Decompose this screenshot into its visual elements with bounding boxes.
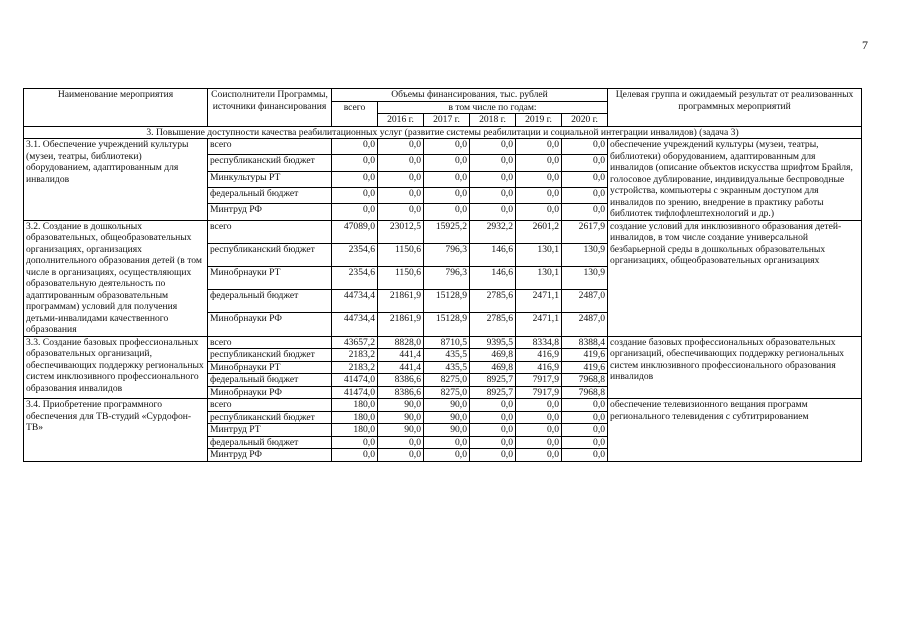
amount-year: 0,0	[470, 204, 516, 220]
amount-year: 2785,6	[470, 290, 516, 313]
expected-result: создание базовых профессиональных образовательных организаций, обеспечивающих поддержку региональных систем инклюзивного профессионального образования инвалидов	[608, 336, 862, 399]
amount-year: 8925,7	[470, 386, 516, 399]
amount-year: 0,0	[470, 139, 516, 155]
amount-year: 0,0	[378, 139, 424, 155]
amount-year: 15925,2	[424, 220, 470, 243]
funding-source: Минобрнауки РФ	[208, 313, 332, 336]
amount-year: 0,0	[424, 436, 470, 449]
amount-year: 0,0	[562, 139, 608, 155]
amount-year: 0,0	[516, 411, 562, 424]
amount-year: 796,3	[424, 266, 470, 289]
amount-year: 0,0	[470, 399, 516, 412]
amount-year: 130,9	[562, 266, 608, 289]
amount-year: 0,0	[562, 411, 608, 424]
amount-year: 146,6	[470, 266, 516, 289]
amount-total: 0,0	[332, 436, 378, 449]
page-number: 7	[862, 38, 868, 52]
amount-year: 441,4	[378, 349, 424, 362]
funding-source: республиканский бюджет	[208, 243, 332, 266]
amount-year: 8388,4	[562, 336, 608, 349]
funding-source: федеральный бюджет	[208, 436, 332, 449]
amount-year: 0,0	[470, 436, 516, 449]
funding-source: всего	[208, 220, 332, 243]
amount-year: 0,0	[378, 171, 424, 187]
header-financing-volume: Объемы финансирования, тыс. рублей	[332, 89, 608, 102]
table-row	[24, 220, 862, 243]
amount-year: 0,0	[516, 187, 562, 203]
amount-total: 0,0	[332, 204, 378, 220]
amount-year: 0,0	[470, 171, 516, 187]
activity-name: 3.3. Создание базовых профессиональных образовательных организаций, обеспечивающих поддержку региональных систем инклюзивного профессионального образования инвалидов	[24, 336, 208, 399]
amount-year: 0,0	[470, 449, 516, 462]
amount-year: 7917,9	[516, 386, 562, 399]
expected-result: создание условий для инклюзивного образования детей-инвалидов, в том числе создание универсальной безбарьерной среды в дошкольных образовательных организациях, общеобразовательных организациях	[608, 220, 862, 336]
amount-total: 41474,0	[332, 374, 378, 387]
activity-name: 3.1. Обеспечение учреждений культуры (музеи, театры, библиотеки) оборудованием, адаптированным для инвалидов	[24, 139, 208, 221]
amount-total: 2354,6	[332, 266, 378, 289]
funding-source: федеральный бюджет	[208, 187, 332, 203]
amount-year: 15128,9	[424, 290, 470, 313]
amount-year: 23012,5	[378, 220, 424, 243]
financing-table	[23, 88, 862, 462]
amount-year: 2487,0	[562, 290, 608, 313]
expected-result: обеспечение учреждений культуры (музеи, театры, библиотеки) оборудованием, адаптированным для инвалидов (описание объектов искусства шрифтом Брайля, голосовое дублирование, индивидуальные беспроводные устройства, компьютеры с экранным доступом для инвалидов по зрению, внедрение в практику работы библиотек тифлофлештехнологий и др.)	[608, 139, 862, 221]
amount-year: 2617,9	[562, 220, 608, 243]
funding-source: Минтруд РФ	[208, 449, 332, 462]
amount-year: 0,0	[562, 204, 608, 220]
amount-year: 469,8	[470, 361, 516, 374]
amount-year: 0,0	[378, 436, 424, 449]
amount-year: 2932,2	[470, 220, 516, 243]
amount-year: 0,0	[378, 449, 424, 462]
amount-total: 44734,4	[332, 313, 378, 336]
amount-year: 8275,0	[424, 374, 470, 387]
amount-total: 0,0	[332, 449, 378, 462]
amount-year: 0,0	[562, 449, 608, 462]
amount-year: 1150,6	[378, 266, 424, 289]
amount-year: 8828,0	[378, 336, 424, 349]
amount-year: 419,6	[562, 349, 608, 362]
amount-year: 419,6	[562, 361, 608, 374]
amount-year: 8710,5	[424, 336, 470, 349]
header-year: 2019 г.	[516, 114, 562, 127]
amount-year: 435,5	[424, 361, 470, 374]
amount-total: 0,0	[332, 155, 378, 171]
amount-year: 2785,6	[470, 313, 516, 336]
section-title: 3. Повышение доступности качества реабилитационных услуг (развитие системы реабилитации и социальной интеграции инвалидов) (задача 3)	[24, 126, 862, 139]
funding-source: Минтруд РТ	[208, 424, 332, 437]
funding-source: федеральный бюджет	[208, 290, 332, 313]
amount-year: 0,0	[424, 449, 470, 462]
header-year: 2018 г.	[470, 114, 516, 127]
amount-year: 0,0	[470, 187, 516, 203]
amount-year: 21861,9	[378, 290, 424, 313]
amount-year: 0,0	[516, 171, 562, 187]
amount-year: 90,0	[424, 424, 470, 437]
amount-total: 2183,2	[332, 349, 378, 362]
amount-year: 130,1	[516, 243, 562, 266]
amount-year: 0,0	[470, 424, 516, 437]
header-by-years: в том числе по годам:	[378, 101, 608, 114]
amount-year: 7917,9	[516, 374, 562, 387]
amount-total: 180,0	[332, 424, 378, 437]
amount-year: 8925,7	[470, 374, 516, 387]
header-activity-name: Наименование мероприятия	[24, 89, 208, 127]
funding-source: Минобрнауки РТ	[208, 266, 332, 289]
header-year: 2016 г.	[378, 114, 424, 127]
amount-year: 0,0	[516, 449, 562, 462]
amount-total: 0,0	[332, 139, 378, 155]
amount-year: 0,0	[516, 139, 562, 155]
amount-year: 416,9	[516, 361, 562, 374]
amount-year: 0,0	[378, 204, 424, 220]
amount-year: 0,0	[562, 187, 608, 203]
amount-year: 0,0	[424, 171, 470, 187]
amount-year: 0,0	[562, 399, 608, 412]
amount-total: 0,0	[332, 187, 378, 203]
funding-source: всего	[208, 399, 332, 412]
amount-total: 47089,0	[332, 220, 378, 243]
amount-year: 0,0	[562, 436, 608, 449]
amount-year: 90,0	[378, 424, 424, 437]
amount-total: 44734,4	[332, 290, 378, 313]
amount-total: 0,0	[332, 171, 378, 187]
amount-year: 0,0	[424, 187, 470, 203]
funding-source: Минтруд РФ	[208, 204, 332, 220]
amount-total: 2183,2	[332, 361, 378, 374]
amount-year: 90,0	[378, 399, 424, 412]
funding-source: всего	[208, 139, 332, 155]
amount-year: 8275,0	[424, 386, 470, 399]
amount-year: 0,0	[424, 139, 470, 155]
amount-year: 0,0	[516, 424, 562, 437]
amount-total: 41474,0	[332, 386, 378, 399]
funding-source: федеральный бюджет	[208, 374, 332, 387]
funding-source: Минобрнауки РТ	[208, 361, 332, 374]
header-total: всего	[332, 101, 378, 126]
funding-source: Минкультуры РТ	[208, 171, 332, 187]
header-target-result: Целевая группа и ожидаемый результат от реализованных программных мероприятий	[608, 89, 862, 127]
amount-year: 15128,9	[424, 313, 470, 336]
expected-result: обеспечение телевизионного вещания программ регионального телевидения с субтитрированием	[608, 399, 862, 462]
amount-year: 90,0	[424, 399, 470, 412]
amount-year: 0,0	[470, 411, 516, 424]
funding-source: республиканский бюджет	[208, 411, 332, 424]
amount-year: 7968,8	[562, 386, 608, 399]
funding-source: республиканский бюджет	[208, 155, 332, 171]
amount-total: 180,0	[332, 399, 378, 412]
amount-year: 0,0	[562, 424, 608, 437]
amount-year: 21861,9	[378, 313, 424, 336]
amount-year: 796,3	[424, 243, 470, 266]
amount-year: 9395,5	[470, 336, 516, 349]
amount-year: 8386,6	[378, 386, 424, 399]
amount-year: 2601,2	[516, 220, 562, 243]
amount-year: 0,0	[378, 155, 424, 171]
funding-source: Минобрнауки РФ	[208, 386, 332, 399]
amount-year: 2471,1	[516, 290, 562, 313]
amount-year: 90,0	[378, 411, 424, 424]
amount-total: 2354,6	[332, 243, 378, 266]
amount-year: 441,4	[378, 361, 424, 374]
amount-year: 0,0	[562, 155, 608, 171]
amount-year: 146,6	[470, 243, 516, 266]
amount-year: 0,0	[424, 204, 470, 220]
amount-year: 2487,0	[562, 313, 608, 336]
activity-name: 3.4. Приобретение программного обеспечения для ТВ-студий «Сурдофон-ТВ»	[24, 399, 208, 462]
header-year: 2020 г.	[562, 114, 608, 127]
amount-year: 0,0	[516, 436, 562, 449]
amount-year: 435,5	[424, 349, 470, 362]
amount-year: 0,0	[516, 204, 562, 220]
amount-year: 7968,8	[562, 374, 608, 387]
amount-year: 0,0	[424, 155, 470, 171]
table-row	[24, 399, 862, 412]
amount-year: 416,9	[516, 349, 562, 362]
amount-year: 8334,8	[516, 336, 562, 349]
amount-total: 180,0	[332, 411, 378, 424]
amount-year: 130,9	[562, 243, 608, 266]
amount-year: 0,0	[378, 187, 424, 203]
header-year: 2017 г.	[424, 114, 470, 127]
amount-year: 1150,6	[378, 243, 424, 266]
activity-name: 3.2. Создание в дошкольных образовательных, общеобразовательных организациях, организациях дополнительного образования детей (в том числе в организациях, осуществляющих образовательную деятельность по адаптированным образовательным программам) условий для получения детьми-инвалидами качественного образования	[24, 220, 208, 336]
funding-source: всего	[208, 336, 332, 349]
amount-year: 2471,1	[516, 313, 562, 336]
funding-source: республиканский бюджет	[208, 349, 332, 362]
amount-year: 0,0	[470, 155, 516, 171]
amount-total: 43657,2	[332, 336, 378, 349]
amount-year: 130,1	[516, 266, 562, 289]
amount-year: 0,0	[516, 155, 562, 171]
amount-year: 8386,6	[378, 374, 424, 387]
amount-year: 469,8	[470, 349, 516, 362]
amount-year: 90,0	[424, 411, 470, 424]
header-co-executors: Соисполнители Программы, источники финансирования	[208, 89, 332, 127]
amount-year: 0,0	[516, 399, 562, 412]
amount-year: 0,0	[562, 171, 608, 187]
table-row	[24, 336, 862, 349]
table-row	[24, 139, 862, 155]
